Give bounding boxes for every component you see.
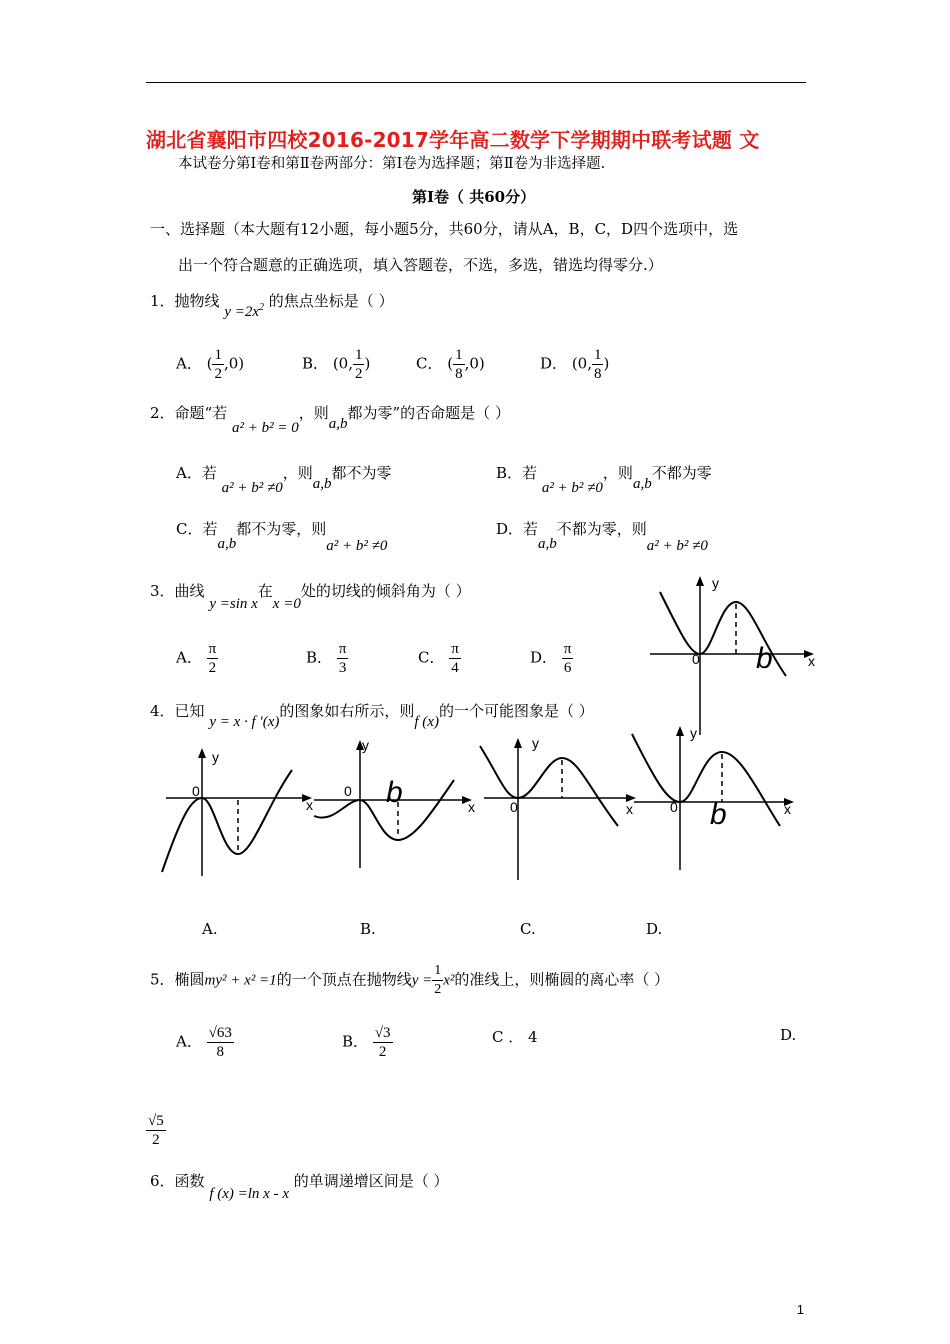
svg-text:y: y <box>532 735 539 751</box>
intro-text: 本试卷分第Ⅰ卷和第Ⅱ卷两部分：第Ⅰ卷为选择题；第Ⅱ卷为非选择题. <box>178 156 606 172</box>
question-3: 3．曲线 y =sin x在x =0处的切线的倾斜角为（ ） <box>150 582 471 612</box>
q2-option-a: A．若 a² + b² ≠0，则a,b都不为零 <box>176 464 392 496</box>
q4-label-d: D. <box>646 920 663 938</box>
q1-option-b: B． (0, $\frac{1}{2}$ ) <box>302 347 371 382</box>
document-title: 湖北省襄阳市四校2016-2017学年高二数学下学期期中联考试题 文 <box>146 128 760 152</box>
svg-text:x: x <box>808 653 815 669</box>
svg-text:b: b <box>756 642 773 675</box>
q5-option-d: D. <box>780 1026 797 1044</box>
svg-text:0: 0 <box>344 783 352 799</box>
svg-text:x: x <box>306 797 313 813</box>
q2-option-b: B．若 a² + b² ≠0，则a,b不都为零 <box>496 464 712 496</box>
section-heading-line2: 出一个符合题意的正确选项，填入答题卷，不选，多选，错选均得零分.） <box>178 256 663 274</box>
svg-text:x: x <box>468 799 475 815</box>
svg-text:0: 0 <box>692 651 700 667</box>
q4-graph-a <box>156 744 316 878</box>
q4-reference-graph <box>650 572 826 736</box>
q4-label-c: C. <box>520 920 536 938</box>
q4-graph-b <box>310 736 476 870</box>
svg-text:y: y <box>362 737 369 753</box>
q5-option-a: A． $\frac{√63}{8}$ <box>176 1025 232 1060</box>
q1-tail: 的焦点坐标是（ ） <box>268 292 394 310</box>
q4-label-b: B. <box>360 920 376 938</box>
svg-text:b: b <box>710 798 727 831</box>
q3-option-b: B． $\frac{\pi}{3}$ <box>306 641 347 676</box>
part-title: 第Ⅰ卷（ 共60分） <box>412 188 536 206</box>
q3-option-c: C． $\frac{\pi}{4}$ <box>418 641 459 676</box>
q1-option-c: C． ( $\frac{1}{8}$ ,0) <box>416 347 485 382</box>
q4-label-a: A. <box>202 920 218 938</box>
question-6: 6．函数 f (x) =ln x - x 的单调递增区间是（ ） <box>150 1172 449 1202</box>
svg-text:y: y <box>712 575 719 591</box>
section-heading-line1: 一、选择题（本大题有12小题，每小题5分，共60分，请从A，B，C，D四个选项中，选 <box>150 220 739 238</box>
question-4: 4．已知 y = x · f ′(x)的图象如右所示，则f (x)的一个可能图象是（ ） <box>150 702 594 730</box>
q3-option-a: A． $\frac{\pi}{2}$ <box>176 641 217 676</box>
svg-text:y: y <box>212 749 219 765</box>
question-5: 5．椭圆my² + x² =1的一个顶点在抛物线y = $\frac{1}{2}$ x²的准线上，则椭圆的离心率（ ） <box>150 963 670 997</box>
question-1 <box>150 290 394 320</box>
q1-number: 1．抛物线 <box>150 292 220 310</box>
q5-option-d-value: $\frac{√5}{2}$ <box>148 1113 164 1148</box>
q5-option-c: C ． 4 <box>492 1028 538 1046</box>
svg-text:0: 0 <box>192 783 200 799</box>
header-rule <box>146 82 806 83</box>
q4-graph-c <box>474 734 640 882</box>
q3-option-d: D． $\frac{\pi}{6}$ <box>530 641 572 676</box>
q1-formula: $y =2x^2$ <box>224 302 265 320</box>
page-number: 1 <box>796 1302 804 1317</box>
svg-text:b: b <box>386 776 403 809</box>
svg-text:x: x <box>626 801 633 817</box>
q2-option-c: C．若a,b都不为零，则a² + b² ≠0 <box>176 520 388 554</box>
svg-text:0: 0 <box>510 799 518 815</box>
svg-text:x: x <box>784 801 791 817</box>
q1-option-d: D． (0, $\frac{1}{8}$ ) <box>540 347 610 382</box>
q2-condition: a² + b² = 0 <box>232 420 299 436</box>
svg-text:y: y <box>690 725 697 741</box>
q4-graph-d <box>628 722 804 872</box>
svg-text:0: 0 <box>670 799 678 815</box>
q5-option-b: B． $\frac{√3}{2}$ <box>342 1025 391 1060</box>
q1-option-a: A． ( $\frac{1}{2}$ ,0) <box>176 347 245 382</box>
q2-option-d: D．若a,b不都为零，则a² + b² ≠0 <box>496 520 708 554</box>
question-2: 2．命题“若 a² + b² = 0，则a,b都为零”的否命题是（ ） <box>150 404 510 436</box>
